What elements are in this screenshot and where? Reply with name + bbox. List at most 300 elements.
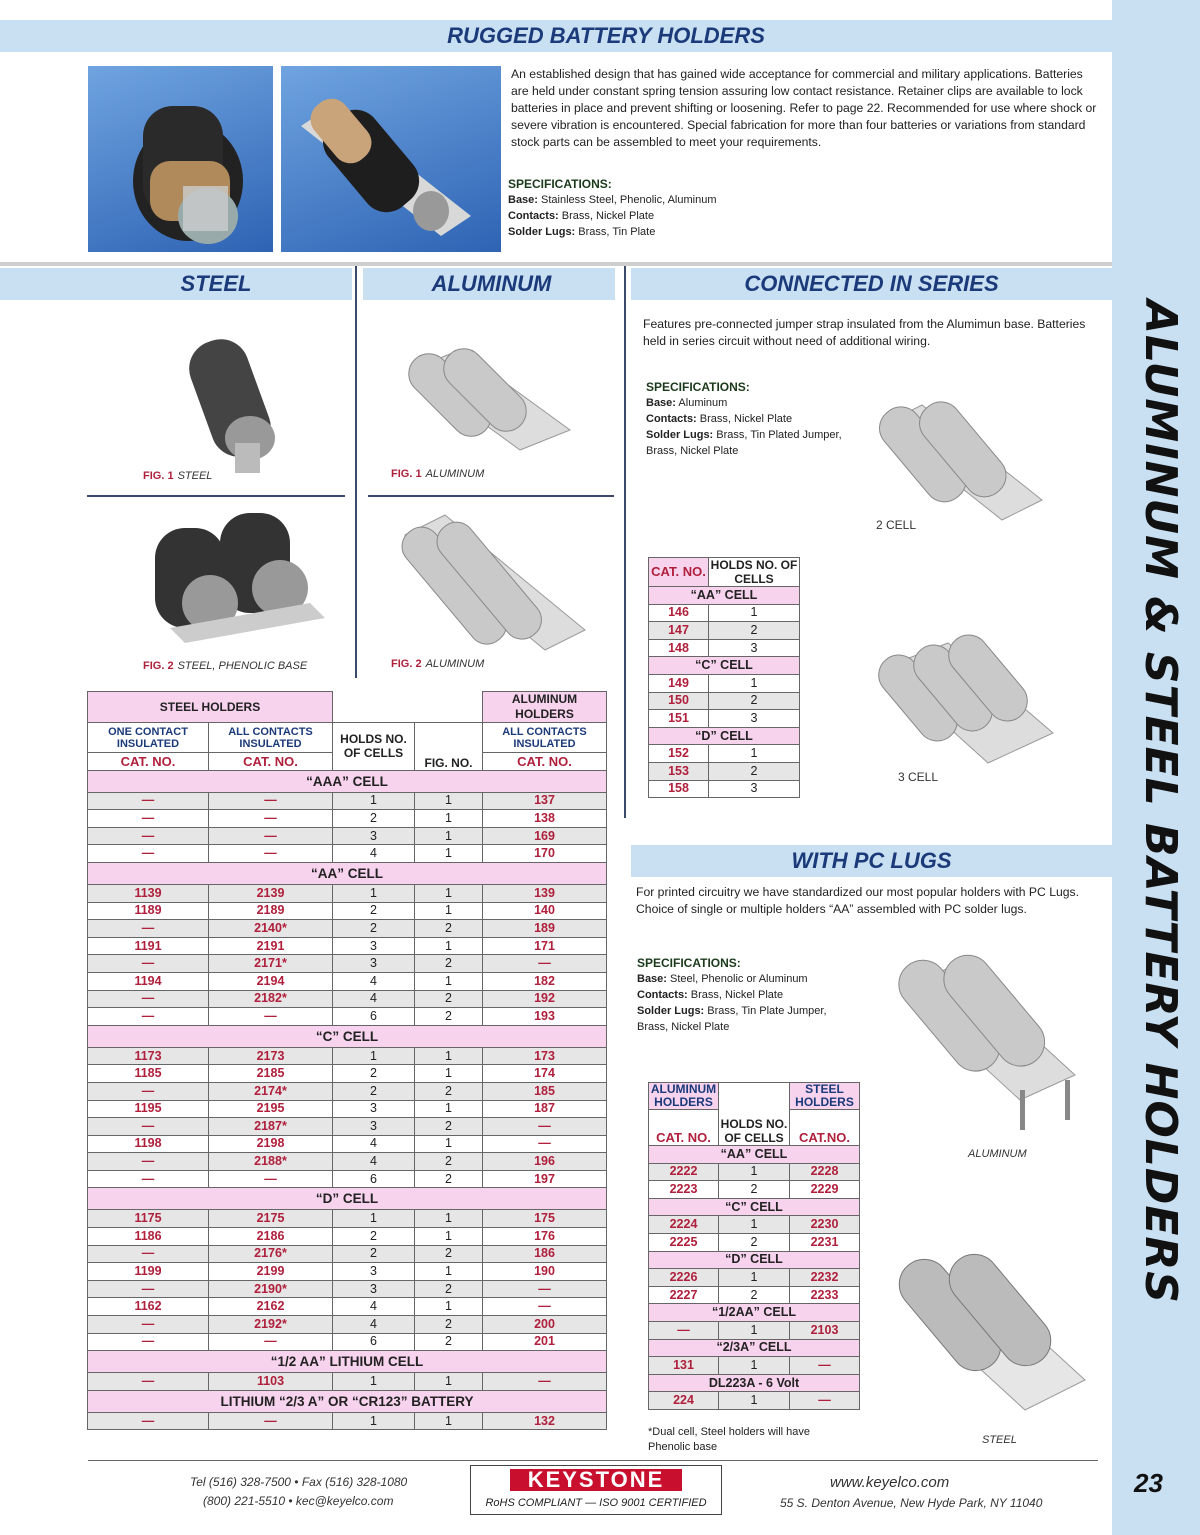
series-table	[648, 557, 800, 798]
series-2cell-caption: 2 CELL	[876, 518, 917, 532]
group-row	[88, 770, 607, 792]
table-cell: 2103	[790, 1321, 860, 1339]
table-cell: —	[790, 1392, 860, 1410]
table-cell: 150	[649, 692, 709, 710]
section-steel: STEEL	[0, 268, 352, 300]
group-row	[88, 1025, 607, 1047]
table-cell: 1	[415, 1228, 483, 1246]
table-cell: 185	[483, 1082, 607, 1100]
table-cell: 140	[483, 902, 607, 920]
specs-title: SPECIFICATIONS:	[646, 380, 750, 394]
table-cell: —	[88, 990, 209, 1008]
table-cell: 4	[333, 1153, 415, 1171]
table-cell: 197	[483, 1170, 607, 1188]
table-cell: —	[790, 1357, 860, 1375]
table-cell: 1	[415, 902, 483, 920]
table-cell: 1	[415, 1135, 483, 1153]
group-label: “C” CELL	[88, 1025, 607, 1047]
series-lugs: Brass, Tin Plated Jumper, Brass, Nickel Plate	[646, 429, 842, 457]
table-cell: 2227	[649, 1286, 719, 1304]
table-cell: —	[88, 1082, 209, 1100]
table-cell: 1	[415, 792, 483, 810]
table-cell: 2194	[209, 972, 333, 990]
table-row	[649, 1286, 860, 1304]
table-row	[649, 745, 800, 763]
fig-aluminum-1-caption: FIG. 1 ALUMINUM	[391, 468, 485, 480]
table-row	[88, 1170, 607, 1188]
section-aluminum: ALUMINUM	[363, 268, 615, 300]
group-label: LITHIUM “2/3 A” OR “CR123” BATTERY	[88, 1390, 607, 1412]
section-series: CONNECTED IN SERIES	[631, 268, 1112, 300]
table-cell: —	[209, 1412, 333, 1430]
table-row	[88, 990, 607, 1008]
table-row	[88, 920, 607, 938]
table-cell: 2	[333, 902, 415, 920]
table-row	[649, 1216, 860, 1234]
table-row	[649, 639, 800, 657]
table-row	[649, 622, 800, 640]
table-cell: 2224	[649, 1216, 719, 1234]
table-row	[88, 1373, 607, 1391]
table-row	[88, 955, 607, 973]
pc-table	[648, 1082, 860, 1410]
table-row	[88, 792, 607, 810]
table-cell: 1	[415, 1065, 483, 1083]
group-row	[88, 1188, 607, 1210]
pc-specs: SPECIFICATIONS: Base: Steel, Phenolic or Aluminum Contacts: Brass, Nickel Plate Solder Lugs: Brass, Tin Plate Jumper, Brass, Nickel Plate	[637, 955, 837, 1035]
fig-steel-1-caption: FIG. 1 STEEL	[143, 470, 213, 482]
group-label: “C” CELL	[649, 657, 800, 675]
table-cell: 1	[719, 1392, 790, 1410]
pc-note: *Dual cell, Steel holders will have Phenolic base	[648, 1426, 811, 1453]
spec-lugs: Brass, Tin Plate	[575, 226, 656, 238]
table-cell: 2	[415, 1008, 483, 1026]
table-cell: 2233	[790, 1286, 860, 1304]
table-cell: 193	[483, 1008, 607, 1026]
fig-steel-image	[170, 318, 310, 478]
table-cell: —	[88, 1170, 209, 1188]
table-cell: 1	[415, 1100, 483, 1118]
spec-base-key: Base:	[508, 194, 538, 206]
table-cell: 2	[333, 1065, 415, 1083]
table-cell: 2192*	[209, 1316, 333, 1334]
specs-top	[508, 176, 808, 240]
table-cell: 2232	[790, 1269, 860, 1287]
table-cell: 2	[719, 1233, 790, 1251]
table-cell: 1173	[88, 1047, 209, 1065]
series-specs: SPECIFICATIONS: Base: Aluminum Contacts: Brass, Nickel Plate Solder Lugs: Brass, Tin Plated Jumper, Brass, Nickel Plate	[646, 379, 856, 459]
table-row	[88, 1412, 607, 1430]
table-cell: 1191	[88, 937, 209, 955]
table-cell: 6	[333, 1170, 415, 1188]
main-table	[87, 691, 607, 1430]
table-cell: 1	[709, 674, 800, 692]
table-cell: —	[88, 827, 209, 845]
table-cell: 1	[709, 604, 800, 622]
table-cell: 4	[333, 1316, 415, 1334]
table-cell: 2229	[790, 1181, 860, 1199]
table-cell: 2162	[209, 1298, 333, 1316]
table-cell: 1	[333, 1373, 415, 1391]
table-row	[649, 1392, 860, 1410]
table-row	[649, 1357, 860, 1375]
table-cell: —	[88, 845, 209, 863]
table-cell: —	[88, 1245, 209, 1263]
table-cell: 2231	[790, 1233, 860, 1251]
table-row	[88, 1298, 607, 1316]
logo-text: KEYSTONE	[510, 1469, 682, 1491]
table-cell: 1	[333, 1412, 415, 1430]
table-row	[649, 1321, 860, 1339]
table-cell: —	[483, 1118, 607, 1136]
table-cell: 6	[333, 1008, 415, 1026]
pc-aluminum-caption: ALUMINUM	[968, 1148, 1027, 1160]
table-cell: 189	[483, 920, 607, 938]
table-cell: 2	[333, 1082, 415, 1100]
specs-title: SPECIFICATIONS:	[508, 177, 612, 191]
table-cell: 148	[649, 639, 709, 657]
table-cell: 3	[333, 937, 415, 955]
fig-aluminum-image	[400, 320, 580, 460]
table-cell: 2222	[649, 1163, 719, 1181]
table-row	[88, 1082, 607, 1100]
divider	[0, 262, 1112, 266]
table-cell: 2140*	[209, 920, 333, 938]
pc-st-header: STEEL HOLDERS	[790, 1083, 860, 1110]
spec-lugs-key: Solder Lugs:	[508, 226, 576, 238]
group-row	[649, 1198, 860, 1216]
pc-steel-image	[895, 1240, 1095, 1420]
table-cell: 2174*	[209, 1082, 333, 1100]
table-cell: 2	[415, 1118, 483, 1136]
keystone-logo	[470, 1465, 722, 1515]
table-cell: 153	[649, 762, 709, 780]
table-cell: —	[88, 810, 209, 828]
table-row	[88, 1228, 607, 1246]
table-cell: 1162	[88, 1298, 209, 1316]
group-label: “1/2AA” CELL	[649, 1304, 860, 1322]
footer-tel: Tel (516) 328-7500 • Fax (516) 328-1080	[190, 1475, 408, 1489]
table-cell: 3	[333, 1118, 415, 1136]
table-row	[649, 710, 800, 728]
group-row	[649, 1251, 860, 1269]
series-3cell-image	[878, 628, 1058, 768]
table-cell: 3	[333, 1263, 415, 1281]
table-cell: 4	[333, 972, 415, 990]
table-cell: 1	[333, 1210, 415, 1228]
fig-header: FIG. NO.	[415, 723, 483, 771]
table-cell: —	[209, 792, 333, 810]
footer-address: 55 S. Denton Avenue, New Hyde Park, NY 11040	[780, 1496, 1043, 1510]
section-pc-lugs: WITH PC LUGS	[631, 845, 1112, 877]
series-3cell-caption: 3 CELL	[898, 770, 939, 784]
table-cell: 4	[333, 845, 415, 863]
table-cell: —	[649, 1321, 719, 1339]
table-cell: 2	[415, 920, 483, 938]
table-cell: 4	[333, 990, 415, 1008]
pc-al-header: ALUMINUM HOLDERS	[649, 1083, 719, 1110]
series-cat-header: CAT. NO.	[649, 558, 709, 587]
table-cell: 139	[483, 884, 607, 902]
group-label: “2/3A” CELL	[649, 1339, 860, 1357]
table-cell: 1	[415, 1047, 483, 1065]
table-cell: —	[88, 1373, 209, 1391]
cat-no-header: CAT. NO.	[209, 753, 333, 771]
table-cell: 138	[483, 810, 607, 828]
table-cell: 186	[483, 1245, 607, 1263]
table-cell: 149	[649, 674, 709, 692]
table-cell: 196	[483, 1153, 607, 1171]
table-cell: 2199	[209, 1263, 333, 1281]
table-cell: 2	[415, 1153, 483, 1171]
table-cell: 152	[649, 745, 709, 763]
divider	[624, 266, 626, 818]
table-row	[88, 845, 607, 863]
group-row	[649, 587, 800, 605]
photo-steel-holder	[88, 66, 273, 252]
table-cell: 137	[483, 792, 607, 810]
table-cell: —	[483, 955, 607, 973]
table-cell: 192	[483, 990, 607, 1008]
table-cell: —	[483, 1298, 607, 1316]
table-cell: 1189	[88, 902, 209, 920]
group-label: “AA” CELL	[88, 862, 607, 884]
table-cell: —	[209, 845, 333, 863]
table-row	[88, 1135, 607, 1153]
table-cell: 1	[415, 1210, 483, 1228]
table-cell: 171	[483, 937, 607, 955]
holds-header: HOLDS NO. OF CELLS	[333, 723, 415, 771]
table-cell: 1	[415, 1412, 483, 1430]
pc-al-cat-header: CAT. NO.	[649, 1110, 719, 1146]
table-cell: 2187*	[209, 1118, 333, 1136]
table-row	[88, 1316, 607, 1334]
pc-holds-header: HOLDS NO. OF CELLS	[719, 1083, 790, 1146]
all-contacts-header: ALL CONTACTS INSULATED	[209, 723, 333, 753]
table-cell: —	[88, 1118, 209, 1136]
table-row	[88, 1008, 607, 1026]
table-cell: 2	[415, 1280, 483, 1298]
page-title: RUGGED BATTERY HOLDERS	[0, 20, 1112, 52]
fig-aluminum-2-image	[395, 505, 595, 655]
table-cell: 2171*	[209, 955, 333, 973]
fig-steel-phenolic-image	[140, 508, 330, 648]
cat-no-header: CAT. NO.	[483, 753, 607, 771]
table-cell: 151	[649, 710, 709, 728]
table-cell: 4	[333, 1298, 415, 1316]
table-cell: —	[88, 1153, 209, 1171]
table-cell: 147	[649, 622, 709, 640]
table-cell: 2226	[649, 1269, 719, 1287]
pc-steel-caption: STEEL	[982, 1434, 1017, 1446]
table-row	[649, 1269, 860, 1287]
divider	[355, 266, 357, 678]
table-cell: 169	[483, 827, 607, 845]
table-cell: 2223	[649, 1181, 719, 1199]
table-row	[649, 604, 800, 622]
table-cell: —	[483, 1135, 607, 1153]
table-cell: 2185	[209, 1065, 333, 1083]
table-cell: —	[209, 1008, 333, 1026]
pc-contacts: Brass, Nickel Plate	[687, 989, 784, 1001]
group-row	[88, 1390, 607, 1412]
table-cell: 2	[415, 1082, 483, 1100]
footer-phone: (800) 221-5510 • kec@keyelco.com	[203, 1494, 394, 1508]
fig-steel-2-caption: FIG. 2 STEEL, PHENOLIC BASE	[143, 660, 308, 672]
cert-text: RoHS COMPLIANT — ISO 9001 CERTIFIED	[485, 1497, 707, 1509]
series-holds-header: HOLDS NO. OF CELLS	[709, 558, 800, 587]
table-cell: 2228	[790, 1163, 860, 1181]
table-cell: 2	[415, 1316, 483, 1334]
table-cell: 1	[709, 745, 800, 763]
all-contacts-al-header: ALL CONTACTS INSULATED	[483, 723, 607, 753]
table-cell: 1198	[88, 1135, 209, 1153]
footer-web[interactable]: www.keyelco.com	[830, 1474, 950, 1491]
table-cell: 3	[333, 827, 415, 845]
table-cell: —	[209, 827, 333, 845]
table-cell: 173	[483, 1047, 607, 1065]
group-row	[649, 1374, 860, 1392]
table-cell: 224	[649, 1392, 719, 1410]
spec-base: Stainless Steel, Phenolic, Aluminum	[537, 194, 717, 206]
table-cell: 2	[333, 1245, 415, 1263]
side-title: ALUMINUM & STEEL BATTERY HOLDERS	[1135, 300, 1186, 1304]
table-cell: 201	[483, 1333, 607, 1351]
page-number: 23	[1134, 1468, 1163, 1498]
table-cell: 2	[709, 692, 800, 710]
table-cell: 2	[415, 1333, 483, 1351]
table-cell: —	[88, 1008, 209, 1026]
table-cell: 200	[483, 1316, 607, 1334]
table-cell: 1	[415, 827, 483, 845]
table-cell: —	[209, 1333, 333, 1351]
table-cell: 1	[415, 972, 483, 990]
table-cell: 1	[415, 884, 483, 902]
table-row	[88, 1153, 607, 1171]
group-row	[88, 1351, 607, 1373]
table-row	[649, 692, 800, 710]
table-cell: —	[88, 1316, 209, 1334]
table-row	[88, 1065, 607, 1083]
table-cell: 2191	[209, 937, 333, 955]
table-cell: 2	[719, 1286, 790, 1304]
series-base: Aluminum	[675, 397, 728, 409]
group-row	[649, 1304, 860, 1322]
table-row	[649, 1233, 860, 1251]
group-label: “AA” CELL	[649, 1146, 860, 1164]
table-row	[88, 937, 607, 955]
table-cell: 2	[333, 920, 415, 938]
table-cell: 2	[415, 990, 483, 1008]
table-cell: 146	[649, 604, 709, 622]
table-cell: —	[483, 1280, 607, 1298]
table-row	[88, 902, 607, 920]
table-cell: 158	[649, 780, 709, 798]
group-row	[649, 1339, 860, 1357]
table-cell: 2230	[790, 1216, 860, 1234]
table-cell: 2198	[209, 1135, 333, 1153]
table-cell: 1	[415, 1263, 483, 1281]
table-cell: 1186	[88, 1228, 209, 1246]
table-cell: 1	[719, 1216, 790, 1234]
group-label: “D” CELL	[649, 727, 800, 745]
table-cell: 2	[333, 1228, 415, 1246]
table-cell: 1	[333, 1047, 415, 1065]
pc-lugs: Brass, Tin Plate Jumper, Brass, Nickel Plate	[637, 1005, 827, 1033]
table-row	[88, 1047, 607, 1065]
table-cell: 2	[709, 622, 800, 640]
series-desc: Features pre-connected jumper strap insulated from the Alumimun base. Batteries held in series circuit without need of additional wiring.	[643, 317, 1086, 348]
table-cell: —	[88, 792, 209, 810]
table-cell: 2195	[209, 1100, 333, 1118]
table-cell: 1	[415, 1373, 483, 1391]
table-cell: 3	[333, 1280, 415, 1298]
table-row	[88, 1263, 607, 1281]
table-cell: 3	[709, 639, 800, 657]
table-row	[88, 1118, 607, 1136]
table-cell: 2	[415, 1170, 483, 1188]
table-cell: 2175	[209, 1210, 333, 1228]
pc-base: Steel, Phenolic or Aluminum	[666, 973, 808, 985]
table-cell: 3	[333, 1100, 415, 1118]
table-cell: 3	[709, 710, 800, 728]
table-row	[88, 1100, 607, 1118]
table-cell: 1	[719, 1357, 790, 1375]
fig-aluminum-2-caption: FIG. 2 ALUMINUM	[391, 658, 485, 670]
table-cell: —	[88, 1280, 209, 1298]
table-cell: 2188*	[209, 1153, 333, 1171]
table-cell: 1139	[88, 884, 209, 902]
group-row	[649, 657, 800, 675]
table-cell: 2182*	[209, 990, 333, 1008]
table-cell: 1195	[88, 1100, 209, 1118]
table-cell: 2186	[209, 1228, 333, 1246]
group-label: “D” CELL	[649, 1251, 860, 1269]
table-cell: 2	[333, 810, 415, 828]
divider	[87, 495, 345, 497]
table-row	[649, 674, 800, 692]
pc-desc: For printed circuitry we have standardized our most popular holders with PC Lugs. Choice of single or multiple holders “AA” assembled with PC solder lugs.	[636, 885, 1080, 916]
table-cell: 3	[333, 955, 415, 973]
spec-contacts-key: Contacts:	[508, 210, 559, 222]
intro-text: An established design that has gained wide acceptance for commercial and military applications. Batteries are held under constant spring tension assuring low contact resistance. Retainer clips are available to lock batteries in place and prevent shifting or loosening. Refer to page 22. Recommended for use where shock or severe vibration is encountered. Special fabrication for more than four batteries or variations from standard stock parts can be assembled to meet your requirements.	[511, 67, 1097, 149]
one-contact-header: ONE CONTACT INSULATED	[88, 723, 209, 753]
table-cell: 1	[415, 845, 483, 863]
table-row	[88, 1280, 607, 1298]
table-cell: 6	[333, 1333, 415, 1351]
table-cell: 1	[333, 792, 415, 810]
aluminum-holders-header: ALUMINUM HOLDERS	[483, 692, 607, 723]
table-cell: 174	[483, 1065, 607, 1083]
table-cell: 170	[483, 845, 607, 863]
table-cell: 2139	[209, 884, 333, 902]
cat-no-header: CAT. NO.	[88, 753, 209, 771]
series-2cell-image	[872, 385, 1052, 525]
table-cell: 1	[719, 1269, 790, 1287]
table-cell: 4	[333, 1135, 415, 1153]
table-cell: —	[88, 920, 209, 938]
steel-holders-header: STEEL HOLDERS	[88, 692, 333, 723]
table-cell: 175	[483, 1210, 607, 1228]
table-cell: 2	[415, 1245, 483, 1263]
table-cell: 1	[333, 884, 415, 902]
table-cell: 1199	[88, 1263, 209, 1281]
group-label: “C” CELL	[649, 1198, 860, 1216]
table-cell: 1185	[88, 1065, 209, 1083]
photo-steel-base-holder	[281, 66, 501, 252]
table-cell: 1	[719, 1321, 790, 1339]
footer-rule	[88, 1460, 1098, 1461]
